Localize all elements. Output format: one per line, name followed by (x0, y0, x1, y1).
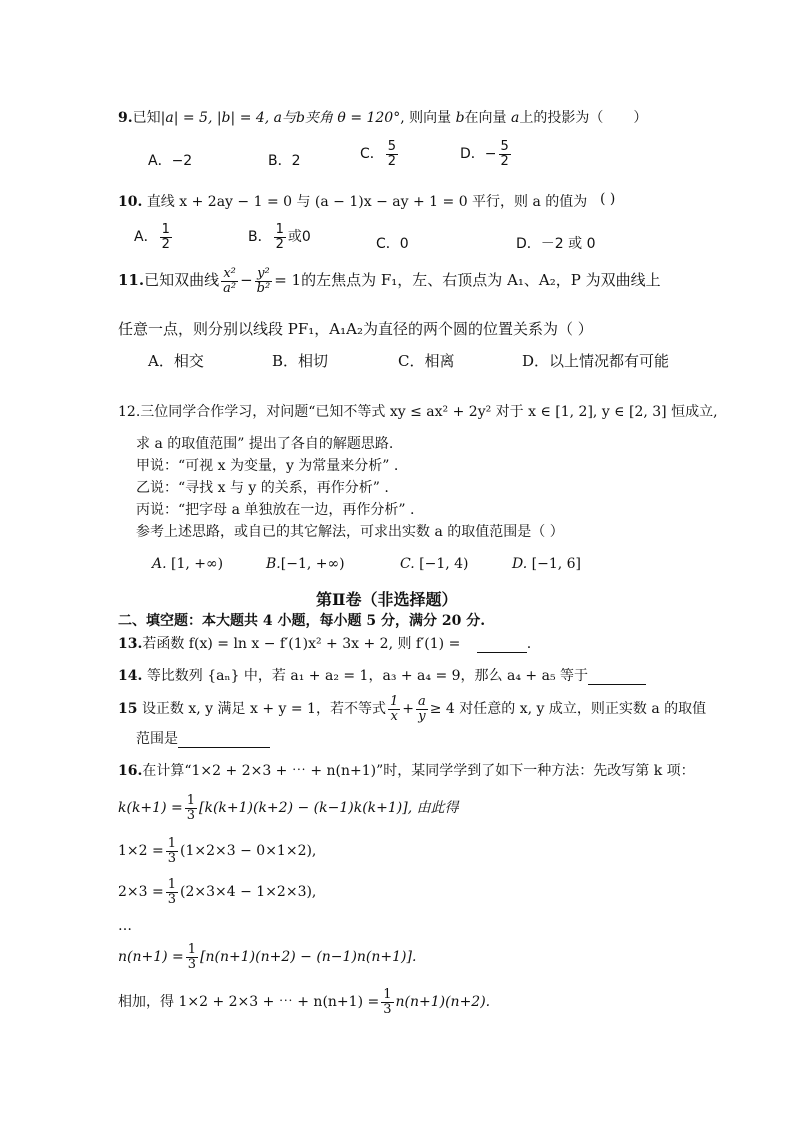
q14-stem (118, 665, 646, 685)
option-value: 相离 (424, 352, 455, 370)
q12-number: 12. (118, 404, 141, 420)
frac-num: a (417, 694, 426, 709)
frac-num: 5 (500, 139, 509, 154)
q9-math: |a| = 5, |b| = 4, a与b夹角 θ = 120° (160, 110, 401, 126)
option-value: 0 (399, 236, 409, 252)
q12-option-c[interactable] (400, 556, 469, 572)
q15-stem (118, 695, 706, 723)
q10-text: 直线 x + 2ay − 1 = 0 与 (a − 1)x − ay + 1 = 0 平行，则 a 的值为 (146, 194, 588, 210)
q11-number: 11. (118, 271, 145, 290)
option-label: C． (398, 352, 425, 370)
frac-num: 1 (186, 793, 195, 808)
eq-right: (2×3×4 − 1×2×3), (180, 884, 317, 901)
q11-line2: 任意一点，则分别以线段 PF₁，A₁A₂为直径的两个圆的位置关系为（ ） (118, 320, 593, 338)
q14-text: 等比数列 {aₙ} 中，若 a₁ + a₂ = 1，a₃ + a₄ = 9，那么 a₄ + a₅ 等于 (146, 668, 589, 684)
q16-eq4 (118, 943, 416, 971)
q9-vec-a: a (511, 110, 520, 126)
frac-den: 2 (500, 153, 509, 169)
q12-line3: 甲说：“可视 x 为变量，y 为常量来分析” . (136, 458, 399, 474)
q12-option-d[interactable] (512, 556, 581, 572)
q10-number: 10. (118, 194, 143, 210)
option-label: D. (512, 556, 528, 572)
q12-line5: 丙说：“把字母 a 单独放在一边，再作分析” . (136, 502, 415, 518)
minus: − (240, 271, 253, 290)
q16-text: 在计算“1×2 + 2×3 + ⋯ + n(n+1)”时，某同学学到了如下一种方法：先改写第 k 项： (142, 763, 695, 779)
q16-eq3 (118, 878, 316, 906)
frac-den: x (390, 708, 398, 724)
option-label: C. (400, 556, 415, 572)
option-value: [−1, 4) (419, 556, 469, 572)
q12-line1 (118, 401, 718, 421)
option-label: B． (268, 153, 292, 169)
q13-stem (118, 633, 531, 653)
frac-num: 1 (167, 877, 177, 892)
frac-num: 1 (383, 987, 392, 1002)
q10-option-c[interactable] (376, 233, 409, 253)
frac-den: 3 (383, 1001, 392, 1017)
q11-option-a[interactable] (148, 350, 204, 371)
q9-text-b: , 则向量 (400, 110, 452, 126)
frac-den: 2 (161, 236, 170, 252)
option-value: [1, +∞) (171, 556, 224, 572)
q15-number: 15 (118, 701, 138, 718)
frac-den: 3 (167, 850, 177, 866)
q10-option-a[interactable] (134, 223, 174, 251)
option-label: B. (266, 556, 281, 572)
option-label: C． (376, 236, 400, 252)
option-label: B． (272, 352, 299, 370)
option-value: [−1, +∞) (280, 556, 345, 572)
q12-line6: 参考上述思路，或自已的其它解法，可求出实数 a 的取值范围是（ ） (136, 524, 564, 540)
q14-answer-blank[interactable] (588, 684, 646, 685)
q9-option-c[interactable] (360, 140, 400, 168)
eq-left: 相加，得 1×2 + 2×3 + ⋯ + n(n+1) = (118, 994, 380, 1011)
frac-num: 1 (161, 222, 170, 237)
eq-right: [n(n+1)(n+2) − (n−1)n(n+1)]. (200, 949, 417, 966)
q10-paren: ( ) (600, 191, 616, 207)
q13-answer-blank[interactable] (477, 652, 527, 653)
eq-left: 1×2 = (118, 843, 164, 860)
option-prefix: − (484, 146, 497, 163)
frac-den: 3 (186, 807, 195, 823)
q16-eq5 (118, 988, 490, 1016)
q11-text-b: 的左焦点为 F₁，左、右顶点为 A₁、A₂，P 为双曲线上 (301, 271, 661, 290)
option-suffix: 或0 (287, 229, 311, 246)
option-value: 相切 (298, 352, 329, 370)
frac-den: 2 (387, 153, 397, 169)
frac-den: 3 (167, 891, 177, 907)
q11-option-d[interactable] (522, 350, 669, 371)
equals: = 1 (274, 271, 302, 290)
eq-left: k(k+1) = (118, 800, 183, 817)
plus: + (402, 701, 414, 718)
frac-den: a² (223, 280, 237, 296)
option-value: －2 或 0 (540, 236, 596, 252)
q9-option-b[interactable] (268, 150, 301, 170)
eq-right: (1×2×3 − 0×1×2), (180, 843, 317, 860)
frac-num: 1 (275, 222, 284, 237)
q9-text-a: 已知 (132, 110, 161, 126)
q9-number: 9. (118, 110, 133, 126)
option-value: [−1, 6] (531, 556, 582, 572)
eq-left: 2×3 = (118, 884, 164, 901)
q10-option-d[interactable] (516, 233, 596, 253)
q11-stem (118, 267, 661, 295)
option-value: −2 (171, 153, 193, 169)
q11-text-a: 已知双曲线 (144, 271, 220, 290)
q14-number: 14. (118, 668, 143, 684)
eq-right: n(n+1)(n+2). (395, 994, 491, 1011)
q15-line2 (136, 728, 270, 748)
q12-option-b[interactable] (266, 556, 345, 572)
q13-end: . (526, 636, 532, 652)
q16-line1 (118, 760, 695, 780)
option-label: D． (460, 146, 485, 163)
option-label: A. (152, 556, 167, 572)
q15-text-a: 设正数 x, y 满足 x + y = 1，若不等式 (141, 701, 386, 718)
option-value: 以上情况都有可能 (549, 352, 670, 370)
q10-stem (118, 191, 587, 211)
frac-den: 3 (187, 956, 197, 972)
eq-right: [k(k+1)(k+2) − (k−1)k(k+1)], 由此得 (199, 800, 459, 817)
q12-option-a[interactable] (152, 556, 223, 572)
q12-text: 三位同学合作学习，对问题“已知不等式 xy ≤ ax² + 2y² 对于 x ∈ [1, 2], y ∈ [2, 3] 恒成立, (140, 404, 718, 420)
frac-num: 5 (387, 139, 397, 154)
frac-num: y² (255, 267, 273, 282)
option-label: B． (248, 229, 272, 246)
frac-num: 1 (389, 694, 399, 709)
option-value: 相交 (173, 352, 204, 370)
q9-vec-b: b (455, 110, 465, 126)
option-label: A． (134, 229, 158, 246)
q9-text-d: 上的投影为（ (519, 110, 604, 126)
section-title: 第Ⅱ卷（非选择题） (316, 590, 458, 609)
q13-text: 若函数 f(x) = ln x − f′(1)x² + 3x + 2, 则 f′(1) = (142, 636, 461, 652)
option-label: D． (516, 236, 541, 252)
q16-eq1 (118, 794, 459, 822)
frac-num: 1 (187, 942, 197, 957)
section-heading: 二、填空题：本大题共 4 小题，每小题 5 分，满分 20 分. (118, 613, 486, 629)
option-label: A． (148, 153, 172, 169)
q16-number: 16. (118, 763, 143, 779)
q9-option-d[interactable] (460, 140, 513, 168)
q15-line2-text: 范围是 (136, 731, 178, 747)
q9-option-a[interactable] (148, 150, 192, 170)
eq-left: n(n+1) = (118, 949, 184, 966)
q10-option-b[interactable] (248, 223, 311, 251)
option-label: C． (360, 146, 384, 163)
q9-stem (118, 107, 647, 127)
option-label: A． (148, 352, 174, 370)
frac-num: 1 (167, 836, 177, 851)
q15-answer-blank[interactable] (178, 747, 270, 748)
q11-option-b[interactable] (272, 350, 328, 371)
option-label: D． (522, 352, 550, 370)
frac-den: y (418, 708, 426, 724)
q11-option-c[interactable] (398, 350, 455, 371)
q15-text-b: ≥ 4 对任意的 x, y 成立，则正实数 a 的取值 (429, 701, 707, 718)
q9-paren: ） (633, 110, 648, 126)
q9-text-c: 在向量 (464, 110, 507, 126)
option-value: 2 (291, 153, 301, 169)
q12-line2: 求 a 的取值范围” 提出了各自的解题思路. (136, 436, 394, 452)
q16-eq2 (118, 837, 316, 865)
q16-dots: … (118, 918, 132, 934)
frac-num: x² (221, 267, 238, 282)
q13-number: 13. (118, 636, 143, 652)
frac-den: b² (256, 280, 271, 296)
q12-line4: 乙说：“寻找 x 与 y 的关系，再作分析” . (136, 480, 389, 496)
frac-den: 2 (275, 236, 284, 252)
